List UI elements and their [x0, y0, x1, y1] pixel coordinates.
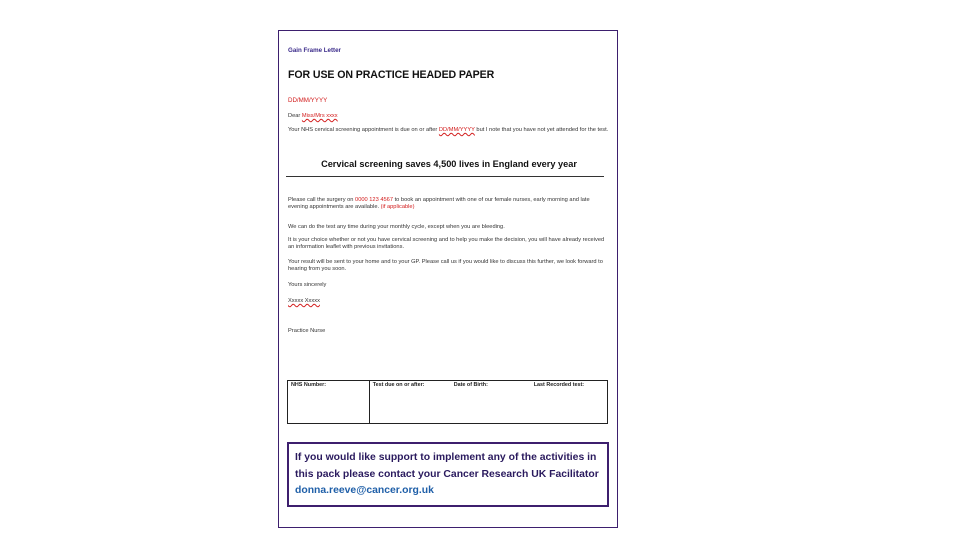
last-recorded-test-label: Last Recorded test: — [533, 382, 585, 388]
support-callout — [287, 442, 609, 507]
para1-text-b: but I note that you have not yet attended for the test. — [474, 127, 609, 133]
salutation-name: Miss/Mrs xxxx — [301, 113, 338, 119]
letter-heading: FOR USE ON PRACTICE HEADED PAPER — [288, 69, 495, 81]
letter-role: Practice Nurse — [288, 328, 326, 334]
letter-paragraph-booking — [288, 197, 610, 212]
test-details-cell — [369, 381, 607, 423]
para1-text-a: Your NHS cervical screening appointment is due on or after — [288, 127, 439, 133]
letter-headline: Cervical screening saves 4,500 lives in England every year — [321, 159, 577, 169]
support-email-link[interactable]: donna.reeve@cancer.org.uk — [295, 485, 434, 496]
letter-date-placeholder: DD/MM/YYYY — [288, 97, 328, 104]
letter-kicker: Gain Frame Letter — [288, 47, 341, 54]
para2-text-b: to book an appointment with one of our female nurses, early morning and late evening appointments are available. — [288, 197, 590, 211]
date-of-birth-label: Date of Birth: — [453, 382, 488, 388]
support-message: If you would like support to implement any of the activities in this pack please contact your Cancer Research UK Facilitator — [295, 452, 599, 480]
letter-paragraph-choice: It is your choice whether or not you have cervical screening and to help you make the decision, you will have already received an information leaflet with previous invitations. — [288, 237, 605, 251]
para2-phone: 0000 123 4567 — [355, 197, 393, 203]
letter-signoff: Yours sincerely — [288, 282, 327, 288]
letter-salutation — [288, 113, 338, 120]
letter-paragraph-timing: We can do the test any time during your monthly cycle, except when you are bleeding. — [288, 224, 505, 230]
patient-details-table — [287, 380, 608, 424]
test-due-label: Test due on or after: — [372, 382, 425, 388]
nhs-number-cell — [288, 381, 369, 423]
letter-paragraph-appointment — [288, 127, 610, 134]
letter-signature-name: Xxxxx Xxxxx — [288, 298, 320, 304]
support-text — [295, 450, 601, 500]
headline-divider — [286, 176, 604, 177]
para2-text-a: Please call the surgery on — [288, 197, 356, 203]
letter-paragraph-results: Your result will be sent to your home and to your GP. Please call us if you would like to discuss this further, we look forward to hearing from you soon. — [288, 259, 603, 273]
salutation-prefix: Dear — [288, 113, 302, 119]
nhs-number-label: NHS Number: — [291, 382, 327, 388]
letter-page — [278, 30, 618, 528]
para1-due-date: DD/MM/YYYY — [438, 127, 475, 133]
para2-note: (if applicable) — [380, 204, 415, 211]
